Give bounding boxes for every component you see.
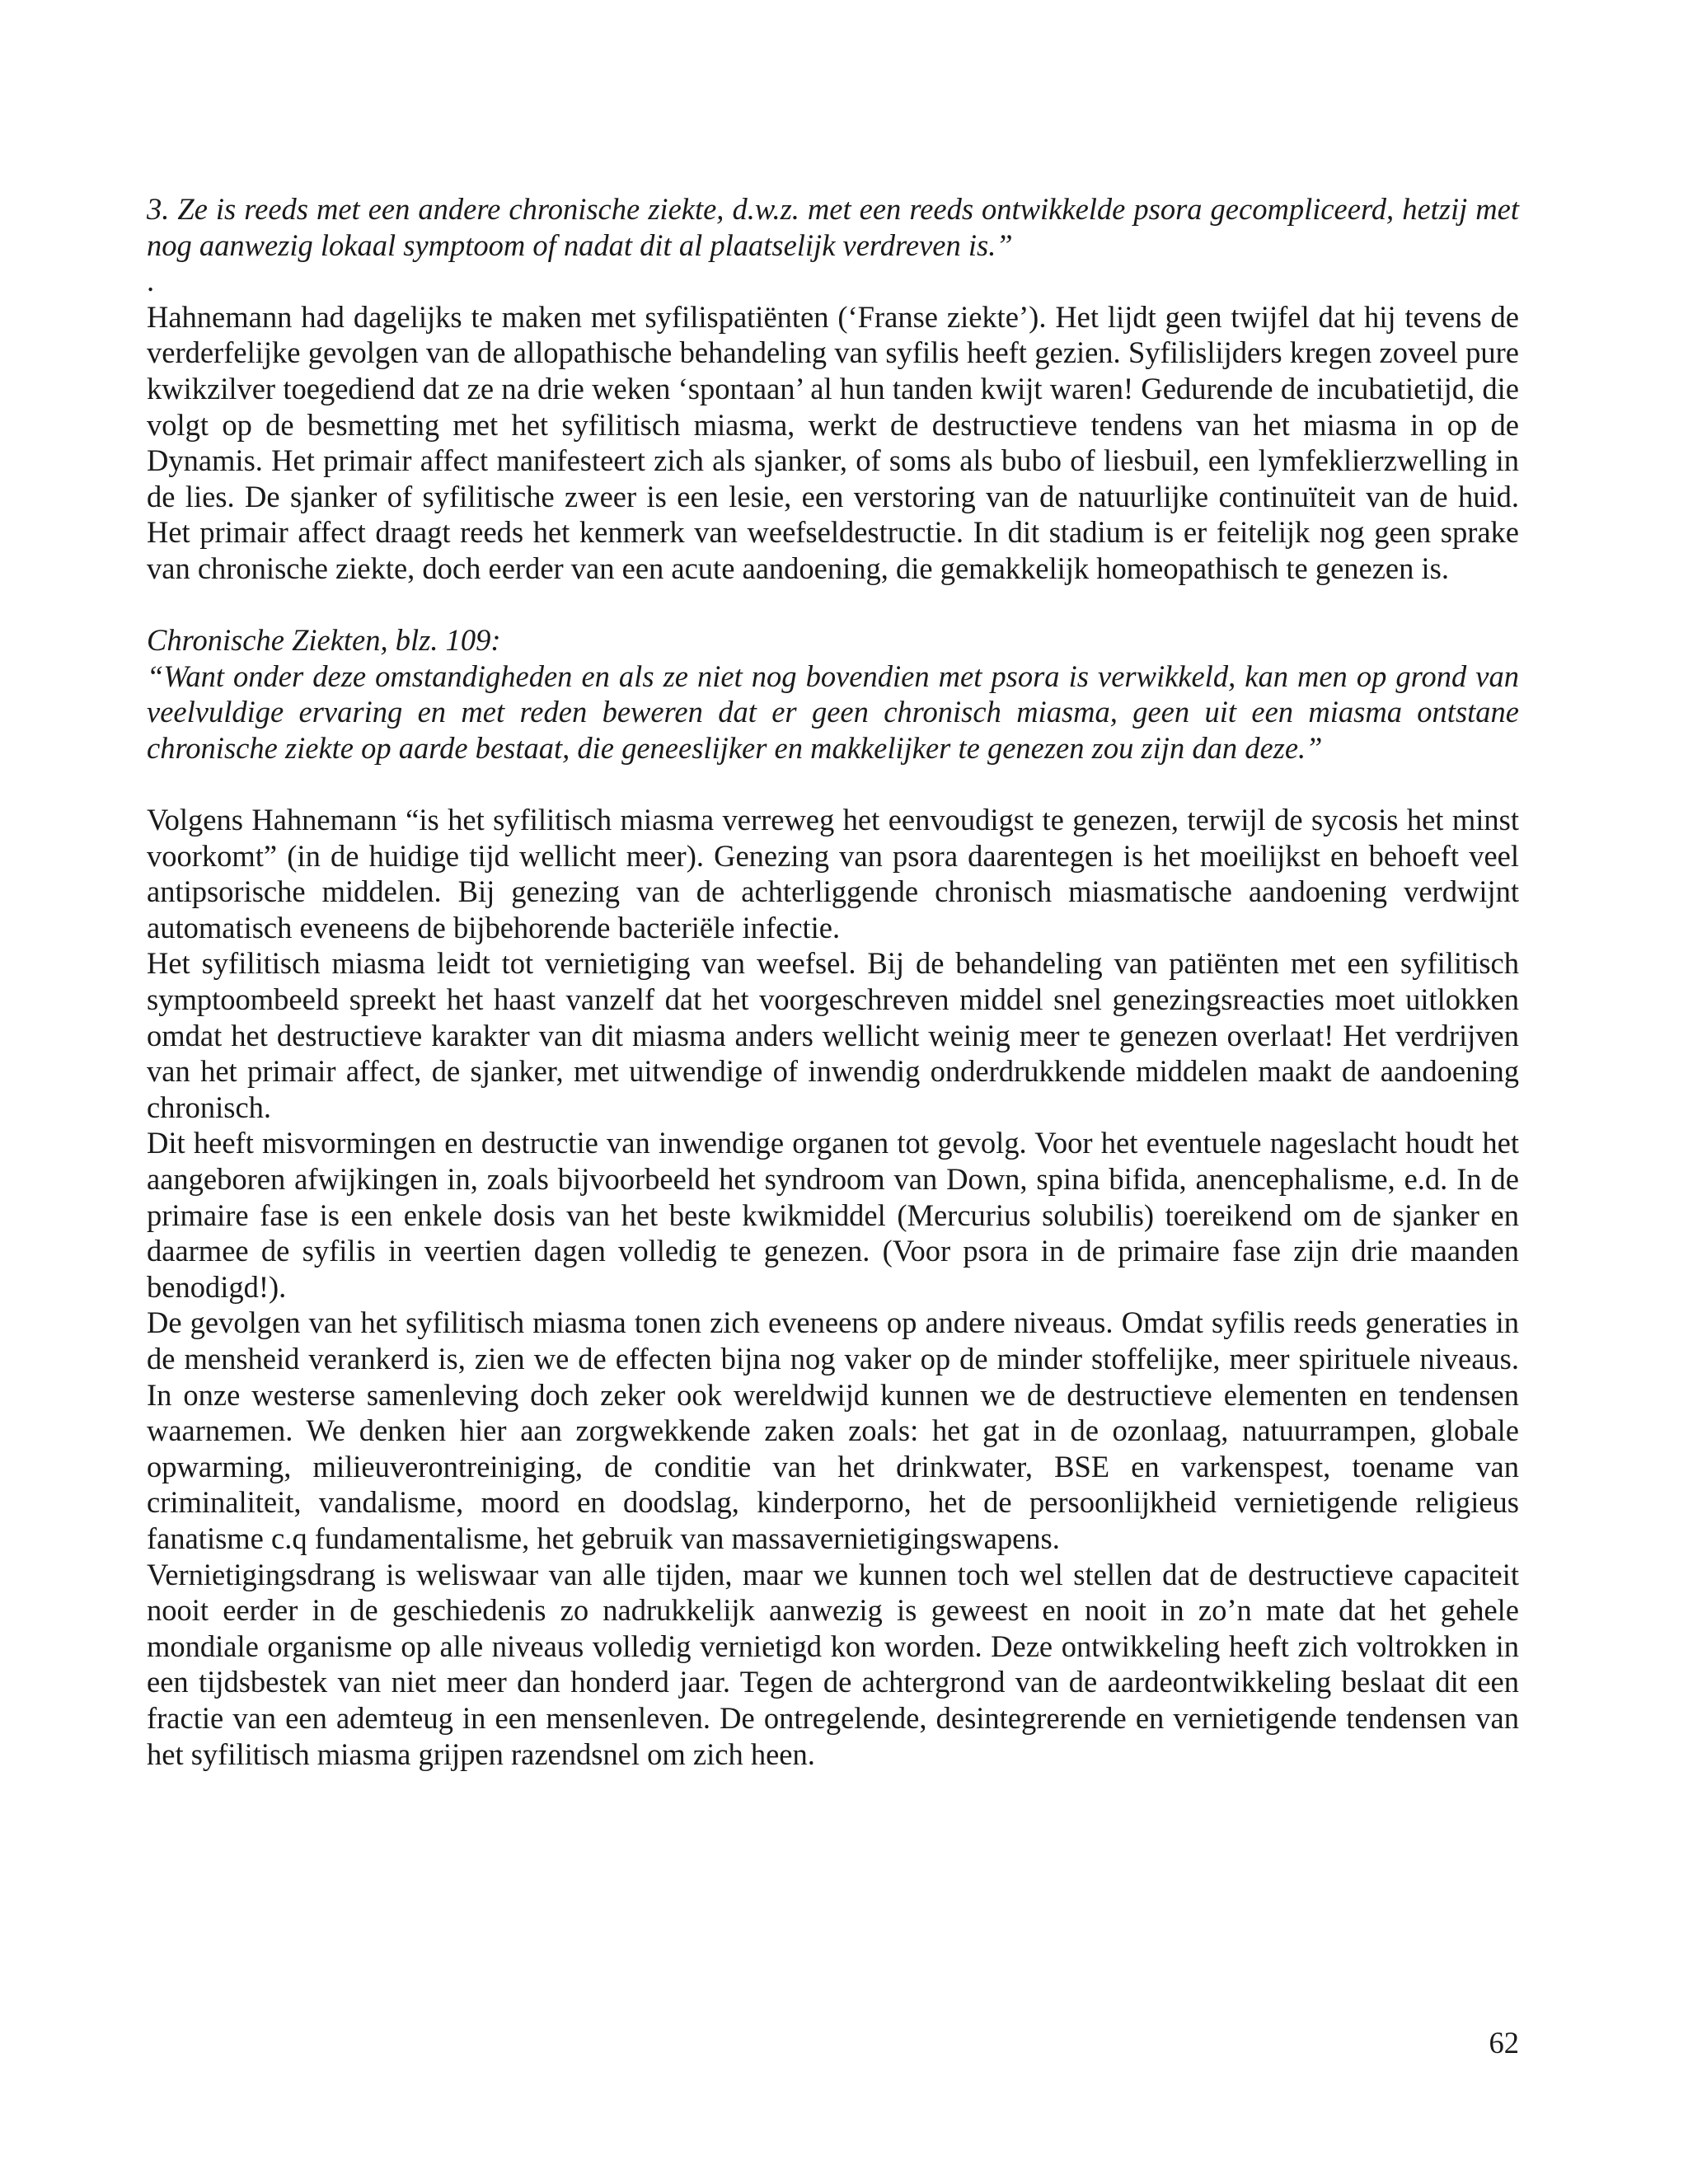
paragraph: Dit heeft misvormingen en destructie van inwendige organen tot gevolg. Voor het eventuele nageslacht houdt het aangeboren afwijkingen in, zoals bijvoorbeeld het syndroom van Down, spina bifida, anencephalisme, e.d. In de primaire fase is een enkele dosis van het beste kwikmiddel (Mercurius solubilis) toereikend om de sjanker en daarmee de syfilis in veertien dagen volledig te genezen. (Voor psora in de primaire fase zijn drie maanden benodigd!).: [147, 1126, 1519, 1304]
spacer: [147, 587, 1519, 623]
paragraph: Volgens Hahnemann “is het syfilitisch miasma verreweg het eenvoudigst te genezen, terwijl de sycosis het minst voorkomt” (in de huidige tijd wellicht meer). Genezing van psora daarentegen is het moeilijkst en behoeft veel antipsorische middelen. Bij genezing van de achterliggende chronisch miasmatische aandoening verdwijnt automatisch eveneens de bijbehorende bacteriële infectie.: [147, 803, 1519, 944]
quote-intro: 3. Ze is reeds met een andere chronische ziekte, d.w.z. met een reeds ontwikkelde psora gecompliceerd, hetzij met nog aanwezig lokaal symptoom of nadat dit al plaatselijk verdreven is.”: [147, 192, 1519, 262]
page-number: 62: [1489, 2026, 1519, 2060]
paragraph-syfilis-intro: Hahnemann had dagelijks te maken met syfilispatiënten (‘Franse ziekte’). Het lijdt geen twijfel dat hij tevens de verderfelijke gevolgen van de allopathische behandeling van syfilis heeft gezien. Syfilislijders kregen zoveel pure kwikzilver toegediend dat ze na drie weken ‘spontaan’ al hun tanden kwijt waren! Gedurende de incubatietijd, die volgt op de besmetting met het syfilitisch miasma, werkt de destructieve tendens van het miasma in op de Dynamis. Het primair affect manifesteert zich als sjanker, of soms als bubo of liesbuil, een lymfeklierzwelling in de lies. De sjanker of syfilitische zweer is een lesie, een verstoring van de natuurlijke continuïteit van de huid. Het primair affect draagt reeds het kenmerk van weefseldestructie. In dit stadium is er feitelijk nog geen sprake van chronische ziekte, doch eerder van een acute aandoening, die gemakkelijk homeopathisch te genezen is.: [147, 299, 1519, 585]
spacer: [147, 766, 1519, 803]
citation-quote: “Want onder deze omstandigheden en als ze niet nog bovendien met psora is verwikkeld, kan men op grond van veelvuldige ervaring en met reden beweren dat er geen chronisch miasma, geen uit een miasma ontstane chronische ziekte op aarde bestaat, die geneeslijker en makkelijker te genezen zou zijn dan deze.”: [147, 658, 1519, 765]
separator-dot: .: [147, 264, 155, 298]
paragraph: De gevolgen van het syfilitisch miasma tonen zich eveneens op andere niveaus. Omdat syfilis reeds generaties in de mensheid verankerd is, zien we de effecten bijna nog vaker op de minder stoffelijke, meer spirituele niveaus. In onze westerse samenleving doch zeker ook wereldwijd kunnen we de destructieve elementen en tendensen waarnemen. We denken hier aan zorgwekkende zaken zoals: het gat in de ozonlaag, natuurrampen, globale opwarming, milieuverontreiniging, de conditie van het drinkwater, BSE en varkenspest, toename van criminaliteit, vandalisme, moord en doodslag, kinderporno, het de persoonlijkheid vernietigende religieus fanatisme c.q fundamentalisme, het gebruik van massavernietigingswapens.: [147, 1305, 1519, 1555]
page-content: [147, 191, 1519, 1772]
paragraph: Het syfilitisch miasma leidt tot vernietiging van weefsel. Bij de behandeling van patiënten met een syfilitisch symptoombeeld spreekt het haast vanzelf dat het voorgeschreven middel snel genezingsreacties moet uitlokken omdat het destructieve karakter van dit miasma anders wellicht weinig meer te genezen overlaat! Het verdrijven van het primair affect, de sjanker, met uitwendige of inwendig onderdrukkende middelen maakt de aandoening chronisch.: [147, 946, 1519, 1124]
paragraph: Vernietigingsdrang is weliswaar van alle tijden, maar we kunnen toch wel stellen dat de destructieve capaciteit nooit eerder in de geschiedenis zo nadrukkelijk aanwezig is geweest en nooit in zo’n mate dat het gehele mondiale organisme op alle niveaus volledig vernietigd kon worden. Deze ontwikkeling heeft zich voltrokken in een tijdsbestek van niet meer dan honderd jaar. Tegen de achtergrond van de aardeontwikkeling beslaat dit een fractie van een ademteug in een mensenleven. De ontregelende, desintegrerende en vernietigende tendensen van het syfilitisch miasma grijpen razendsnel om zich heen.: [147, 1557, 1519, 1771]
citation-source: Chronische Ziekten, blz. 109:: [147, 623, 501, 658]
